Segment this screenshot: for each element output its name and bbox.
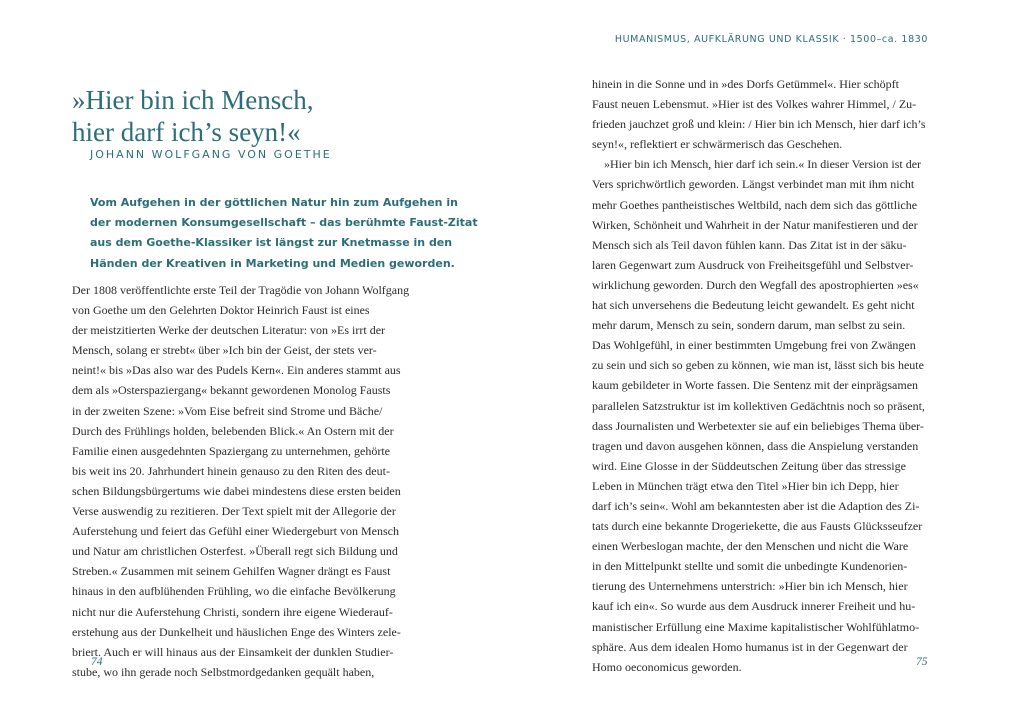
body-line: kauf ich ein«. So wurde aus dem Ausdruck innerer Freiheit und hu-	[592, 599, 916, 614]
body-line: Verse auswendig zu rezitieren. Der Text spielt mit der Allegorie der	[72, 504, 396, 519]
body-line: Das Wohlgefühl, in einer bestimmten Umgebung frei von Zwängen	[592, 338, 916, 353]
body-line: Familie einen ausgedehnten Spaziergang zu unternehmen, gehörte	[72, 443, 390, 458]
body-line: mehr darum, Mensch zu sein, sondern darum, man selbst zu sein.	[592, 318, 906, 333]
body-line: wird. Eine Glosse in der Süddeutschen Zeitung über das stressige	[592, 458, 906, 473]
intro-line: aus dem Goethe-Klassiker ist längst zur Knetmasse in den	[90, 236, 453, 250]
left-column-text	[72, 280, 434, 682]
author-name: JOHANN WOLFGANG VON GOETHE	[90, 148, 332, 161]
body-line: frieden jauchzet groß und klein: / Hier bin ich Mensch, hier darf ich’s	[592, 117, 926, 132]
body-line: briert. Auch er will hinaus aus der Einsamkeit der dunklen Studier-	[72, 644, 394, 659]
body-line: Homo oeconomicus geworden.	[592, 659, 742, 674]
body-line: tats durch eine bekannte Drogeriekette, die aus Fausts Glücksseufzer	[592, 519, 923, 534]
body-line: »Hier bin ich Mensch, hier darf ich sein.« In dieser Version ist der	[604, 157, 922, 172]
right-column-text	[592, 74, 954, 677]
body-line: erstehung aus der Dunkelheit und häuslichen Enge des Winters zele-	[72, 624, 401, 639]
body-line: Streben.« Zusammen mit seinem Gehilfen Wagner drängt es Faust	[72, 564, 391, 579]
body-line: nicht nur die Auferstehung Christi, sondern ihre eigene Wiederauf-	[72, 604, 393, 619]
body-line: Mensch, solang er strebt« über »Ich bin der Geist, der stets ver-	[72, 343, 377, 358]
title-line: hier darf ich’s seyn!«	[72, 117, 301, 147]
body-line: tragen und davon ausgehen können, dass die Anspielung verstanden	[592, 438, 919, 453]
body-line: Faust neuen Lebensmut. »Hier ist des Volkes wahrer Himmel, / Zu-	[592, 97, 917, 112]
body-line: dass Journalisten und Werbetexter sie auf ein beliebiges Thema über-	[592, 418, 924, 433]
body-line: neint!« bis »Das also war des Pudels Kern«. Ein anderes stammt aus	[72, 363, 401, 378]
body-line: mehr Goethes pantheistisches Weltbild, nach dem sich das göttliche	[592, 197, 918, 212]
body-line: und Natur am christlichen Osterfest. »Überall regt sich Bildung und	[72, 544, 398, 559]
page-number-left: 74	[91, 656, 103, 668]
intro-line: Vom Aufgehen in der göttlichen Natur hin zum Aufgehen in	[90, 196, 458, 209]
body-line: Leben in München trägt etwa den Titel »Hier bin ich Depp, hier	[592, 478, 899, 493]
body-line: darf ich’s sein«. Wohl am bekanntesten aber ist die Adaption des Zi-	[592, 498, 920, 513]
body-line: manistischer Erfüllung eine Maxime kapitalistischer Wohlfühlatmo-	[592, 619, 920, 634]
running-head: HUMANISMUS, AUFKLÄRUNG UND KLASSIK · 1500–ca. 1830	[614, 34, 928, 45]
body-line: Vers sprichwörtlich geworden. Längst verbindet man mit ihm nicht	[592, 177, 915, 192]
body-line: Durch des Frühlings holden, belebenden Blick.« An Ostern mit der	[72, 423, 394, 438]
body-line: von Goethe um den Gelehrten Doktor Heinrich Faust ist eines	[72, 303, 370, 318]
intro-paragraph	[90, 193, 478, 274]
body-line: bis weit ins 20. Jahrhundert hinein genauso zu den Riten des deut-	[72, 463, 390, 478]
body-line: Auferstehung und feiert das Gefühl einer Wiedergeburt von Mensch	[72, 524, 399, 539]
body-line: wirklichung geworden. Durch den Wegfall des apostrophierten »es«	[592, 277, 919, 292]
page-title	[72, 84, 452, 148]
body-line: hinaus in den aufblühenden Frühling, wo die einfache Bevölkerung	[72, 584, 396, 599]
body-line: Der 1808 veröffentlichte erste Teil der Tragödie von Johann Wolfgang	[72, 283, 410, 297]
body-line: einen Werbeslogan machte, der den Menschen und nicht die Ware	[592, 539, 909, 554]
body-line: laren Gegenwart zum Ausdruck von Freiheitsgefühl und Selbstver-	[592, 257, 914, 272]
body-line: schen Bildungsbürgertums wie dabei mindestens diese ersten beiden	[72, 483, 401, 498]
body-line: parallelen Satzstruktur ist im kollektiven Gedächtnis noch so präsent,	[592, 398, 925, 413]
body-line: zu sein und sich so geben zu können, wie man ist, lässt sich bis heute	[592, 358, 924, 373]
page-number-right: 75	[916, 656, 928, 668]
body-line: in den Mittelpunkt stellte und somit die unbedingte Kundenorien-	[592, 559, 908, 574]
body-line: kaum gebildeter in Worte fassen. Die Sentenz mit der einprägsamen	[592, 378, 919, 393]
body-line: dem als »Osterspaziergang« bekannt gewordenen Monolog Fausts	[72, 383, 391, 398]
intro-line: der modernen Konsumgesellschaft – das berühmte Faust-Zitat	[90, 216, 478, 230]
title-line: »Hier bin ich Mensch,	[72, 85, 314, 115]
body-line: hinein in die Sonne und in »des Dorfs Getümmel«. Hier schöpft	[592, 77, 899, 91]
body-line: tierung des Unternehmens unterstrich: »Hier bin ich Mensch, hier	[592, 579, 908, 594]
intro-line: Händen der Kreativen in Marketing und Medien geworden.	[90, 256, 455, 270]
body-line: hat sich unversehens die Bedeutung leicht gewandelt. Es geht nicht	[592, 298, 915, 313]
body-line: sphäre. Aus dem idealen Homo humanus ist in der Gegenwart der	[592, 639, 908, 654]
body-line: Mensch sich als Teil davon fühlen kann. Das Zitat ist in der säku-	[592, 237, 907, 252]
body-line: stube, wo ihn gerade noch Selbstmordgedanken gequält haben,	[72, 664, 375, 679]
body-line: der meistzitierten Werke der deutschen Literatur: von »Es irrt der	[72, 323, 386, 338]
body-line: Wirken, Schönheit und Wahrheit in der Natur manifestieren und der	[592, 217, 918, 232]
body-line: in der zweiten Szene: »Vom Eise befreit sind Strome und Bäche/	[72, 403, 383, 418]
body-line: seyn!«, reflektiert er schwärmerisch das Geschehen.	[592, 137, 843, 152]
